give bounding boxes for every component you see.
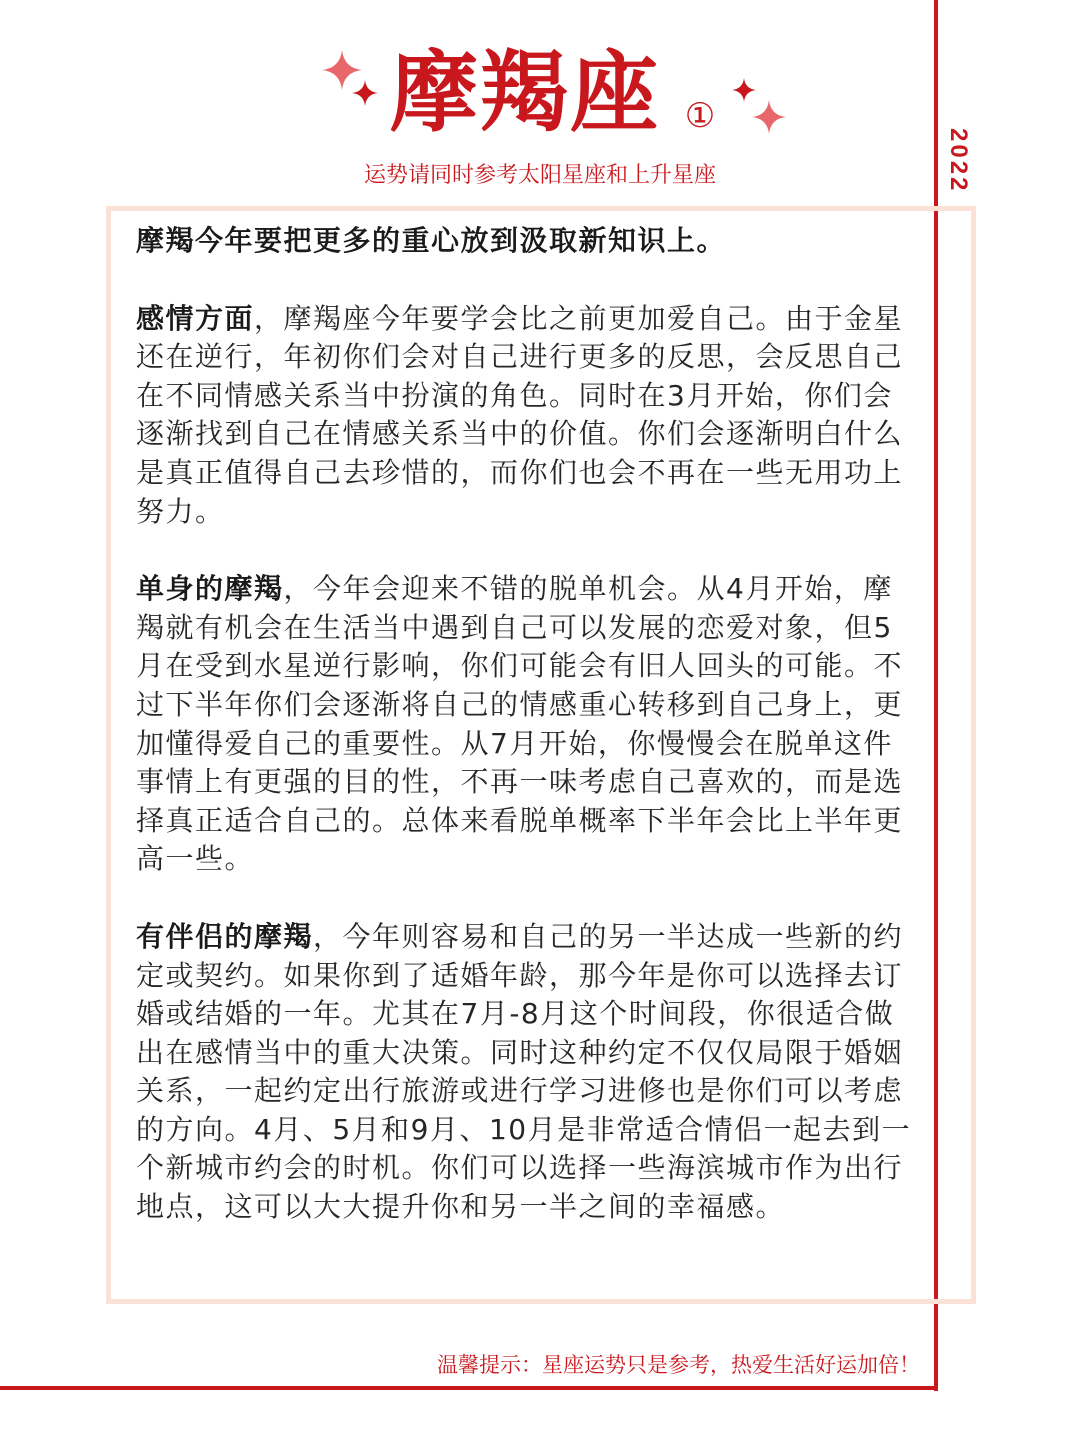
year-label: 2022 (945, 128, 972, 194)
subtitle: 运势请同时参考太阳星座和上升星座 (363, 163, 716, 188)
bottom-red-border (0, 1386, 938, 1390)
section-text: ，今年则容易和自己的另一半达成一些新的约定或契约。如果你到了适婚年龄，那今年是你可以选择去订婚或结婚的一年。尤其在7月-8月这个时间段，你很适合做出在感情当中的重大决策。同时这种约定不仅仅局限于婚姻关系，一起约定出行旅游或进行学习进修也是你们可以考虑的方向。4月、5月和9月、10月是非常适合情侣一起去到一个新城市约会的时机。你们可以选择一些海滨城市作为出行地点，这可以大大提升你和另一半之间的幸福感。 (136, 919, 912, 1224)
section-heading: 有伴侣的摩羯 (136, 919, 314, 953)
page-number: ① (684, 96, 716, 136)
lead-paragraph: 摩羯今年要把更多的重心放到汲取新知识上。 (136, 224, 727, 257)
section-heading: 单身的摩羯 (136, 572, 284, 606)
section-text: ，摩羯座今年要学会比之前更加爱自己。由于金星还在逆行，年初你们会对自己进行更多的反思，会反思自己在不同情感关系当中扮演的角色。同时在3月开始，你们会逐渐找到自己在情感关系当中的价值。你们会逐渐明白什么是真正值得自己去珍惜的，而你们也会不再在一些无用功上努力。 (136, 301, 904, 528)
section-paragraph (136, 570, 920, 879)
section-text: ，今年会迎来不错的脱单机会。从4月开始，摩羯就有机会在生活当中遇到自己可以发展的恋爱对象，但5月在受到水星逆行影响，你们可能会有旧人回头的可能。不过下半年你们会逐渐将自己的情感重心转移到自己身上，更加懂得爱自己的重要性。从7月开始，你慢慢会在脱单这件事情上有更强的目的性，不再一味考虑自己喜欢的，而是选择真正适合自己的。总体来看脱单概率下半年会比上半年更高一些。 (136, 572, 904, 876)
sparkle-icon (352, 80, 378, 106)
section-heading: 感情方面 (136, 301, 255, 335)
sparkle-icon (732, 78, 756, 102)
sparkle-icon (752, 100, 786, 134)
page-title: 摩羯座 (390, 41, 661, 144)
section-paragraph (136, 918, 920, 1227)
section-paragraph (136, 300, 920, 532)
article-body (136, 222, 920, 1266)
footer-tip: 温馨提示：星座运势只是参考，热爱生活好运加倍！ (437, 1353, 920, 1377)
